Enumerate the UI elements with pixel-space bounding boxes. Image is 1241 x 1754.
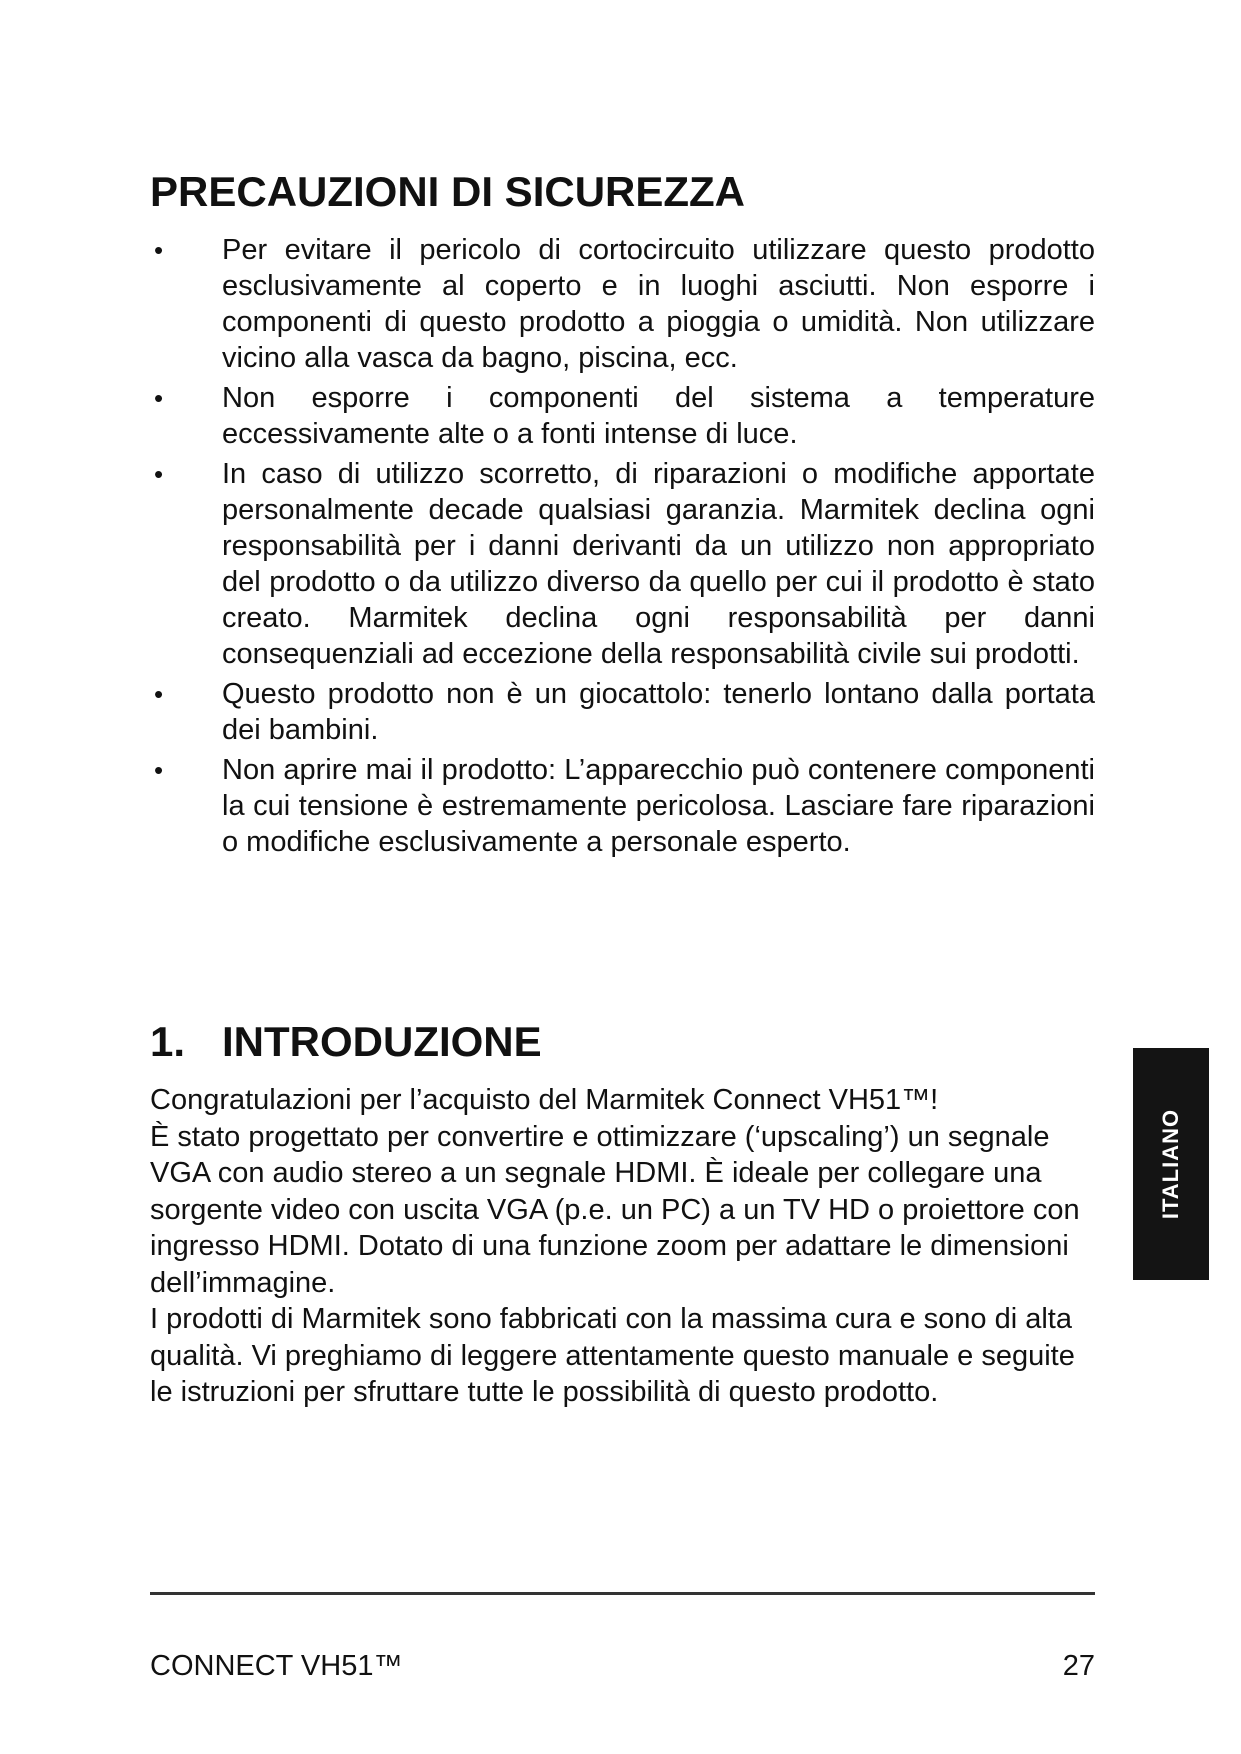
section-number: 1. [150, 1018, 186, 1065]
page-number: 27 [1062, 1650, 1095, 1682]
intro-paragraph-1: Congratulazioni per l’acquisto del Marmitek Connect VH51™! [150, 1084, 939, 1116]
footer-product-name: CONNECT VH51™ [150, 1650, 403, 1682]
safety-item-3: In caso di utilizzo scorretto, di riparazioni o modifiche apportate personalmente decade qualsiasi garanzia. Marmitek declina ogni responsabilità per i danni derivanti da un utilizzo non appropriato del prodotto o da utilizzo diverso da quello per cui il prodotto è stato creato. Marmitek declina ogni responsabilità per danni consequenziali ad eccezione della responsabilità civile sui prodotti. [222, 458, 1095, 670]
list-item [150, 752, 1095, 860]
list-item [150, 456, 1095, 672]
list-item [150, 232, 1095, 376]
intro-paragraph-2: È stato progettato per convertire e ottimizzare (‘upscaling’) un segnale VGA con audio stereo a un segnale HDMI. È ideale per collegare una sorgente video con uscita VGA (p.e. un PC) a un TV HD o proiettore con ingresso HDMI. Dotato di una funzione zoom per adattare le dimensioni dell’immagine. [150, 1120, 1080, 1299]
bullet-icon: • [154, 459, 164, 489]
safety-item-4: Questo prodotto non è un giocattolo: tenerlo lontano dalla portata dei bambini. [222, 678, 1095, 746]
safety-item-1: Per evitare il pericolo di cortocircuito utilizzare questo prodotto esclusivamente al coperto e in luoghi asciutti. Non esporre i componenti di questo prodotto a pioggia o umidità. Non utilizzare vicino alla vasca da bagno, piscina, ecc. [222, 234, 1095, 374]
bullet-icon: • [154, 383, 164, 413]
bullet-icon: • [154, 679, 164, 709]
safety-item-5: Non aprire mai il prodotto: L’apparecchio può contenere componenti la cui tensione è estremamente pericolosa. Lasciare fare riparazioni o modifiche esclusivamente a personale esperto. [222, 754, 1095, 858]
intro-body [150, 1082, 1080, 1411]
safety-item-2: Non esporre i componenti del sistema a temperature eccessivamente alte o a fonti intense di luce. [222, 382, 1095, 450]
intro-title: INTRODUZIONE [222, 1018, 542, 1065]
safety-title: PRECAUZIONI DI SICUREZZA [150, 168, 746, 215]
bullet-icon: • [154, 235, 164, 265]
list-item [150, 380, 1095, 452]
list-item [150, 676, 1095, 748]
language-tab [1133, 1048, 1209, 1280]
bullet-icon: • [154, 755, 164, 785]
safety-list [150, 232, 1095, 864]
intro-paragraph-3: I prodotti di Marmitek sono fabbricati con la massima cura e sono di alta qualità. Vi preghiamo di leggere attentamente questo manuale e seguite le istruzioni per sfruttare tutte le possibilità di questo prodotto. [150, 1303, 1075, 1408]
language-tab-label: ITALIANO [1158, 1108, 1183, 1220]
intro-heading [150, 1018, 542, 1066]
footer-divider [150, 1592, 1095, 1595]
